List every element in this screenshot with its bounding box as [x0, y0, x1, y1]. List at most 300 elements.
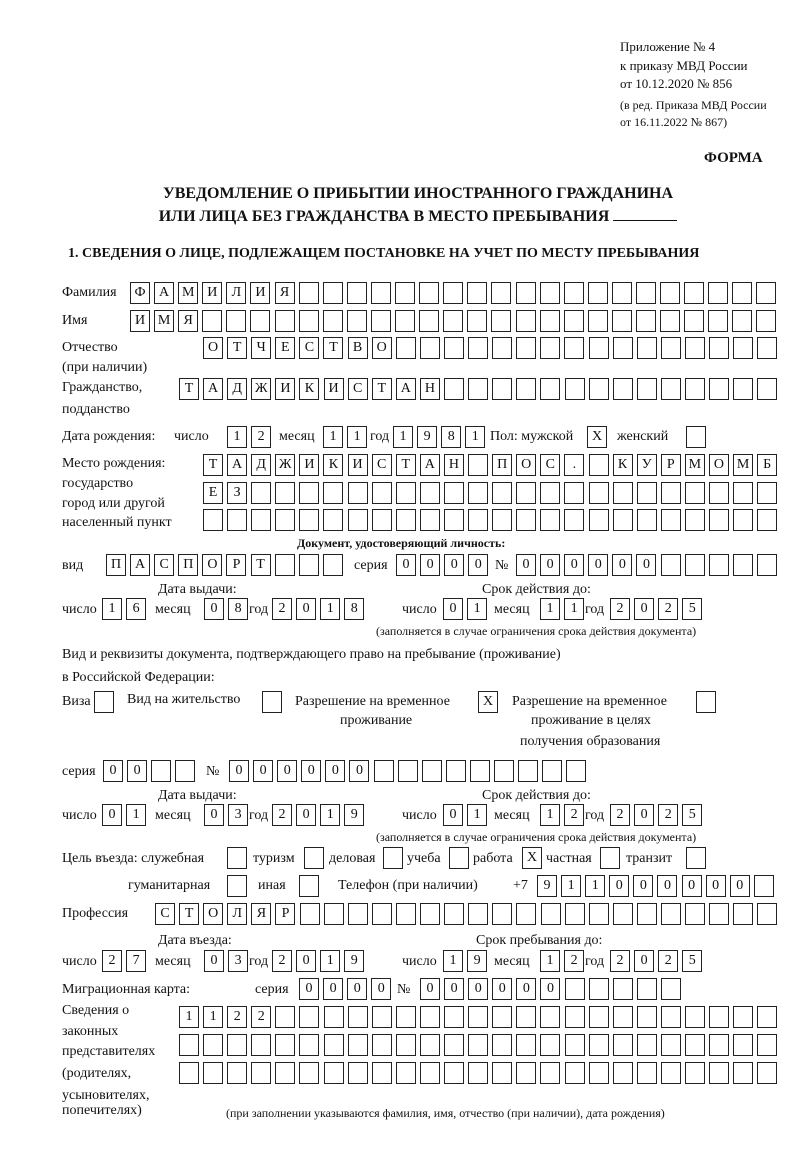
- char-box[interactable]: [395, 282, 415, 304]
- char-box[interactable]: 0: [127, 760, 147, 782]
- char-box[interactable]: [732, 282, 752, 304]
- char-box[interactable]: 1: [540, 804, 560, 826]
- char-box[interactable]: 0: [468, 978, 488, 1000]
- char-box[interactable]: [372, 509, 392, 531]
- purpose-private-checkbox[interactable]: [600, 847, 620, 869]
- char-box[interactable]: Т: [323, 337, 343, 359]
- char-box[interactable]: [661, 1034, 681, 1056]
- char-box[interactable]: 0: [657, 875, 677, 897]
- char-box[interactable]: И: [250, 282, 270, 304]
- char-box[interactable]: Т: [251, 554, 271, 576]
- char-box[interactable]: [589, 903, 609, 925]
- char-box[interactable]: 2: [610, 598, 630, 620]
- doc-expiry-year-boxes[interactable]: [610, 598, 706, 620]
- char-box[interactable]: [420, 1062, 440, 1084]
- char-box[interactable]: [565, 1062, 585, 1084]
- char-box[interactable]: [685, 1006, 705, 1028]
- char-box[interactable]: 1: [443, 950, 463, 972]
- char-box[interactable]: З: [227, 482, 247, 504]
- char-box[interactable]: 0: [296, 950, 316, 972]
- char-box[interactable]: [324, 903, 344, 925]
- char-box[interactable]: [516, 378, 536, 400]
- char-box[interactable]: [613, 978, 633, 1000]
- char-box[interactable]: 1: [467, 598, 487, 620]
- char-box[interactable]: [565, 1034, 585, 1056]
- char-box[interactable]: [637, 378, 657, 400]
- char-box[interactable]: [709, 482, 729, 504]
- char-box[interactable]: [443, 282, 463, 304]
- char-box[interactable]: [420, 903, 440, 925]
- char-box[interactable]: [757, 482, 777, 504]
- char-box[interactable]: [709, 1006, 729, 1028]
- char-box[interactable]: 0: [444, 554, 464, 576]
- char-box[interactable]: [371, 282, 391, 304]
- purpose-other-checkbox[interactable]: [299, 875, 319, 897]
- purpose-work-checkbox[interactable]: X: [522, 847, 542, 869]
- char-box[interactable]: [372, 903, 392, 925]
- doc-issue-year-boxes[interactable]: [272, 598, 368, 620]
- char-box[interactable]: [613, 1062, 633, 1084]
- char-box[interactable]: [492, 378, 512, 400]
- purpose-tourism-checkbox[interactable]: [304, 847, 324, 869]
- char-box[interactable]: 1: [227, 426, 247, 448]
- char-box[interactable]: [709, 554, 729, 576]
- char-box[interactable]: 0: [634, 804, 654, 826]
- char-box[interactable]: [733, 509, 753, 531]
- char-box[interactable]: 1: [320, 598, 340, 620]
- char-box[interactable]: 3: [228, 950, 248, 972]
- sex-female-checkbox[interactable]: [686, 426, 706, 448]
- char-box[interactable]: П: [492, 454, 512, 476]
- char-box[interactable]: [565, 1006, 585, 1028]
- char-box[interactable]: [637, 903, 657, 925]
- char-box[interactable]: [540, 337, 560, 359]
- char-box[interactable]: 1: [585, 875, 605, 897]
- char-box[interactable]: 0: [420, 978, 440, 1000]
- char-box[interactable]: 9: [344, 950, 364, 972]
- char-box[interactable]: [540, 509, 560, 531]
- char-box[interactable]: [661, 378, 681, 400]
- char-box[interactable]: К: [299, 378, 319, 400]
- char-box[interactable]: [540, 482, 560, 504]
- char-box[interactable]: [540, 378, 560, 400]
- char-box[interactable]: 5: [682, 804, 702, 826]
- doc-expiry-day-boxes[interactable]: [443, 598, 491, 620]
- char-box[interactable]: [396, 1034, 416, 1056]
- char-box[interactable]: И: [348, 454, 368, 476]
- char-box[interactable]: [540, 1034, 560, 1056]
- char-box[interactable]: О: [203, 903, 223, 925]
- char-box[interactable]: [348, 482, 368, 504]
- char-box[interactable]: 0: [492, 978, 512, 1000]
- char-box[interactable]: [661, 554, 681, 576]
- char-box[interactable]: 0: [634, 950, 654, 972]
- char-box[interactable]: [492, 1006, 512, 1028]
- purpose-transit-checkbox[interactable]: [686, 847, 706, 869]
- char-box[interactable]: Р: [275, 903, 295, 925]
- char-box[interactable]: [757, 1062, 777, 1084]
- char-box[interactable]: [299, 1062, 319, 1084]
- char-box[interactable]: [372, 1062, 392, 1084]
- char-box[interactable]: 1: [467, 804, 487, 826]
- char-box[interactable]: [299, 509, 319, 531]
- char-box[interactable]: В: [348, 337, 368, 359]
- edu-residence-checkbox[interactable]: [696, 691, 716, 713]
- char-box[interactable]: 0: [253, 760, 273, 782]
- char-box[interactable]: [251, 1062, 271, 1084]
- char-box[interactable]: [589, 1062, 609, 1084]
- char-box[interactable]: [661, 482, 681, 504]
- char-box[interactable]: [468, 454, 488, 476]
- char-box[interactable]: [589, 1034, 609, 1056]
- char-box[interactable]: 0: [443, 804, 463, 826]
- char-box[interactable]: 1: [564, 598, 584, 620]
- char-box[interactable]: [516, 509, 536, 531]
- char-box[interactable]: [636, 310, 656, 332]
- char-box[interactable]: Я: [251, 903, 271, 925]
- char-box[interactable]: П: [106, 554, 126, 576]
- char-box[interactable]: [300, 903, 320, 925]
- char-box[interactable]: [541, 903, 561, 925]
- char-box[interactable]: [589, 482, 609, 504]
- char-box[interactable]: [468, 1034, 488, 1056]
- stay-number-boxes[interactable]: [229, 760, 590, 782]
- stay-issue-year-boxes[interactable]: [272, 804, 368, 826]
- birth-day-boxes[interactable]: [227, 426, 275, 448]
- representatives-row2-boxes[interactable]: [179, 1034, 781, 1056]
- char-box[interactable]: 1: [347, 426, 367, 448]
- char-box[interactable]: [516, 310, 536, 332]
- char-box[interactable]: [420, 1006, 440, 1028]
- char-box[interactable]: И: [202, 282, 222, 304]
- char-box[interactable]: [685, 1034, 705, 1056]
- char-box[interactable]: [251, 482, 271, 504]
- char-box[interactable]: [275, 1034, 295, 1056]
- char-box[interactable]: Т: [372, 378, 392, 400]
- char-box[interactable]: О: [372, 337, 392, 359]
- char-box[interactable]: [709, 509, 729, 531]
- char-box[interactable]: [564, 282, 584, 304]
- char-box[interactable]: [588, 310, 608, 332]
- char-box[interactable]: [468, 509, 488, 531]
- char-box[interactable]: [203, 509, 223, 531]
- representatives-row1-boxes[interactable]: [179, 1006, 781, 1028]
- char-box[interactable]: 5: [682, 950, 702, 972]
- stay-until-day-boxes[interactable]: [443, 950, 491, 972]
- char-box[interactable]: [372, 1006, 392, 1028]
- char-box[interactable]: 2: [564, 950, 584, 972]
- char-box[interactable]: [754, 875, 774, 897]
- char-box[interactable]: 1: [126, 804, 146, 826]
- char-box[interactable]: [299, 482, 319, 504]
- char-box[interactable]: [492, 509, 512, 531]
- char-box[interactable]: [323, 509, 343, 531]
- char-box[interactable]: С: [155, 903, 175, 925]
- char-box[interactable]: О: [202, 554, 222, 576]
- char-box[interactable]: [422, 760, 442, 782]
- char-box[interactable]: Я: [178, 310, 198, 332]
- char-box[interactable]: О: [203, 337, 223, 359]
- char-box[interactable]: 0: [444, 978, 464, 1000]
- char-box[interactable]: [756, 310, 776, 332]
- char-box[interactable]: [419, 310, 439, 332]
- char-box[interactable]: [636, 282, 656, 304]
- char-box[interactable]: [202, 310, 222, 332]
- char-box[interactable]: [444, 1062, 464, 1084]
- char-box[interactable]: [468, 1062, 488, 1084]
- char-box[interactable]: С: [540, 454, 560, 476]
- char-box[interactable]: 0: [277, 760, 297, 782]
- char-box[interactable]: 2: [610, 950, 630, 972]
- char-box[interactable]: [323, 282, 343, 304]
- patronymic-boxes[interactable]: [203, 337, 781, 359]
- char-box[interactable]: 2: [227, 1006, 247, 1028]
- char-box[interactable]: 1: [540, 598, 560, 620]
- char-box[interactable]: [444, 903, 464, 925]
- char-box[interactable]: [420, 337, 440, 359]
- char-box[interactable]: [419, 282, 439, 304]
- char-box[interactable]: А: [130, 554, 150, 576]
- char-box[interactable]: У: [637, 454, 657, 476]
- char-box[interactable]: 0: [204, 598, 224, 620]
- char-box[interactable]: [564, 482, 584, 504]
- char-box[interactable]: [733, 1034, 753, 1056]
- char-box[interactable]: [612, 282, 632, 304]
- char-box[interactable]: [613, 337, 633, 359]
- char-box[interactable]: А: [154, 282, 174, 304]
- char-box[interactable]: [467, 282, 487, 304]
- char-box[interactable]: 2: [658, 598, 678, 620]
- place-blank[interactable]: [613, 206, 677, 221]
- char-box[interactable]: [324, 1006, 344, 1028]
- char-box[interactable]: [661, 1062, 681, 1084]
- char-box[interactable]: [468, 337, 488, 359]
- birthplace-row2-boxes[interactable]: [203, 482, 781, 504]
- char-box[interactable]: Р: [661, 454, 681, 476]
- char-box[interactable]: 1: [540, 950, 560, 972]
- char-box[interactable]: [372, 482, 392, 504]
- doc-type-boxes[interactable]: [106, 554, 347, 576]
- char-box[interactable]: [661, 1006, 681, 1028]
- char-box[interactable]: [444, 378, 464, 400]
- char-box[interactable]: 3: [228, 804, 248, 826]
- char-box[interactable]: [684, 310, 704, 332]
- char-box[interactable]: [396, 337, 416, 359]
- char-box[interactable]: 5: [682, 598, 702, 620]
- char-box[interactable]: [443, 310, 463, 332]
- char-box[interactable]: [637, 1006, 657, 1028]
- stay-expiry-day-boxes[interactable]: [443, 804, 491, 826]
- char-box[interactable]: Л: [227, 903, 247, 925]
- char-box[interactable]: [709, 1034, 729, 1056]
- char-box[interactable]: [299, 310, 319, 332]
- char-box[interactable]: М: [154, 310, 174, 332]
- char-box[interactable]: [491, 310, 511, 332]
- char-box[interactable]: [685, 903, 705, 925]
- char-box[interactable]: [613, 1006, 633, 1028]
- char-box[interactable]: 0: [540, 978, 560, 1000]
- char-box[interactable]: [444, 509, 464, 531]
- char-box[interactable]: 0: [633, 875, 653, 897]
- char-box[interactable]: 0: [443, 598, 463, 620]
- char-box[interactable]: [516, 903, 536, 925]
- char-box[interactable]: 0: [468, 554, 488, 576]
- char-box[interactable]: [347, 310, 367, 332]
- char-box[interactable]: 8: [441, 426, 461, 448]
- char-box[interactable]: [491, 282, 511, 304]
- char-box[interactable]: 1: [102, 598, 122, 620]
- char-box[interactable]: [733, 1062, 753, 1084]
- char-box[interactable]: [589, 978, 609, 1000]
- char-box[interactable]: 1: [465, 426, 485, 448]
- char-box[interactable]: [613, 509, 633, 531]
- char-box[interactable]: [251, 1034, 271, 1056]
- char-box[interactable]: [492, 1034, 512, 1056]
- char-box[interactable]: [613, 1034, 633, 1056]
- char-box[interactable]: Я: [275, 282, 295, 304]
- stay-expiry-year-boxes[interactable]: [610, 804, 706, 826]
- stay-expiry-month-boxes[interactable]: [540, 804, 588, 826]
- char-box[interactable]: [588, 282, 608, 304]
- char-box[interactable]: [757, 378, 777, 400]
- char-box[interactable]: [709, 903, 729, 925]
- char-box[interactable]: [542, 760, 562, 782]
- char-box[interactable]: С: [299, 337, 319, 359]
- char-box[interactable]: 2: [272, 804, 292, 826]
- char-box[interactable]: [756, 282, 776, 304]
- char-box[interactable]: 1: [320, 804, 340, 826]
- char-box[interactable]: 8: [344, 598, 364, 620]
- char-box[interactable]: [348, 1006, 368, 1028]
- char-box[interactable]: Т: [179, 378, 199, 400]
- char-box[interactable]: 0: [347, 978, 367, 1000]
- birthplace-row1-boxes[interactable]: [203, 454, 781, 476]
- char-box[interactable]: [468, 1006, 488, 1028]
- entry-month-boxes[interactable]: [204, 950, 252, 972]
- char-box[interactable]: Н: [444, 454, 464, 476]
- char-box[interactable]: А: [227, 454, 247, 476]
- char-box[interactable]: [420, 509, 440, 531]
- char-box[interactable]: 1: [203, 1006, 223, 1028]
- char-box[interactable]: [324, 1062, 344, 1084]
- char-box[interactable]: [565, 378, 585, 400]
- char-box[interactable]: С: [372, 454, 392, 476]
- char-box[interactable]: [564, 310, 584, 332]
- stay-issue-month-boxes[interactable]: [204, 804, 252, 826]
- char-box[interactable]: Б: [757, 454, 777, 476]
- char-box[interactable]: [420, 482, 440, 504]
- stay-until-year-boxes[interactable]: [610, 950, 706, 972]
- migration-number-boxes[interactable]: [420, 978, 685, 1000]
- char-box[interactable]: 0: [229, 760, 249, 782]
- char-box[interactable]: [661, 337, 681, 359]
- char-box[interactable]: [396, 1006, 416, 1028]
- purpose-study-checkbox[interactable]: [449, 847, 469, 869]
- char-box[interactable]: [299, 282, 319, 304]
- char-box[interactable]: [420, 1034, 440, 1056]
- char-box[interactable]: [732, 310, 752, 332]
- char-box[interactable]: [492, 1062, 512, 1084]
- char-box[interactable]: 0: [349, 760, 369, 782]
- char-box[interactable]: [661, 903, 681, 925]
- entry-day-boxes[interactable]: [102, 950, 150, 972]
- representatives-row3-boxes[interactable]: [179, 1062, 781, 1084]
- char-box[interactable]: А: [396, 378, 416, 400]
- char-box[interactable]: [685, 509, 705, 531]
- char-box[interactable]: [757, 337, 777, 359]
- char-box[interactable]: [637, 482, 657, 504]
- char-box[interactable]: [684, 282, 704, 304]
- char-box[interactable]: [348, 903, 368, 925]
- char-box[interactable]: .: [564, 454, 584, 476]
- char-box[interactable]: 0: [564, 554, 584, 576]
- name-boxes[interactable]: [130, 310, 781, 332]
- char-box[interactable]: 0: [103, 760, 123, 782]
- char-box[interactable]: [613, 482, 633, 504]
- char-box[interactable]: [374, 760, 394, 782]
- char-box[interactable]: П: [178, 554, 198, 576]
- char-box[interactable]: 0: [204, 804, 224, 826]
- char-box[interactable]: Е: [203, 482, 223, 504]
- char-box[interactable]: [299, 1034, 319, 1056]
- char-box[interactable]: И: [299, 454, 319, 476]
- char-box[interactable]: [203, 1062, 223, 1084]
- char-box[interactable]: [733, 378, 753, 400]
- char-box[interactable]: [444, 482, 464, 504]
- visa-checkbox[interactable]: [94, 691, 114, 713]
- char-box[interactable]: Е: [275, 337, 295, 359]
- char-box[interactable]: [637, 337, 657, 359]
- char-box[interactable]: [323, 554, 343, 576]
- char-box[interactable]: [516, 482, 536, 504]
- char-box[interactable]: [685, 1062, 705, 1084]
- char-box[interactable]: [275, 509, 295, 531]
- residence-permit-checkbox[interactable]: [262, 691, 282, 713]
- stay-issue-day-boxes[interactable]: [102, 804, 150, 826]
- char-box[interactable]: [637, 1062, 657, 1084]
- char-box[interactable]: 0: [706, 875, 726, 897]
- doc-series-boxes[interactable]: [396, 554, 492, 576]
- char-box[interactable]: 2: [251, 1006, 271, 1028]
- char-box[interactable]: 2: [102, 950, 122, 972]
- char-box[interactable]: [516, 1034, 536, 1056]
- char-box[interactable]: [227, 1034, 247, 1056]
- char-box[interactable]: 0: [516, 554, 536, 576]
- char-box[interactable]: 0: [634, 598, 654, 620]
- char-box[interactable]: М: [733, 454, 753, 476]
- char-box[interactable]: 0: [516, 978, 536, 1000]
- char-box[interactable]: 0: [682, 875, 702, 897]
- char-box[interactable]: 0: [371, 978, 391, 1000]
- char-box[interactable]: [540, 1062, 560, 1084]
- doc-number-boxes[interactable]: [516, 554, 781, 576]
- char-box[interactable]: [564, 509, 584, 531]
- temp-residence-checkbox[interactable]: X: [478, 691, 498, 713]
- char-box[interactable]: 1: [320, 950, 340, 972]
- char-box[interactable]: 0: [204, 950, 224, 972]
- char-box[interactable]: [589, 1006, 609, 1028]
- char-box[interactable]: Ж: [251, 378, 271, 400]
- char-box[interactable]: [637, 1034, 657, 1056]
- char-box[interactable]: [708, 282, 728, 304]
- char-box[interactable]: [757, 509, 777, 531]
- char-box[interactable]: [613, 378, 633, 400]
- char-box[interactable]: 0: [296, 804, 316, 826]
- birthplace-row3-boxes[interactable]: [203, 509, 781, 531]
- entry-year-boxes[interactable]: [272, 950, 368, 972]
- char-box[interactable]: 1: [393, 426, 413, 448]
- char-box[interactable]: А: [203, 378, 223, 400]
